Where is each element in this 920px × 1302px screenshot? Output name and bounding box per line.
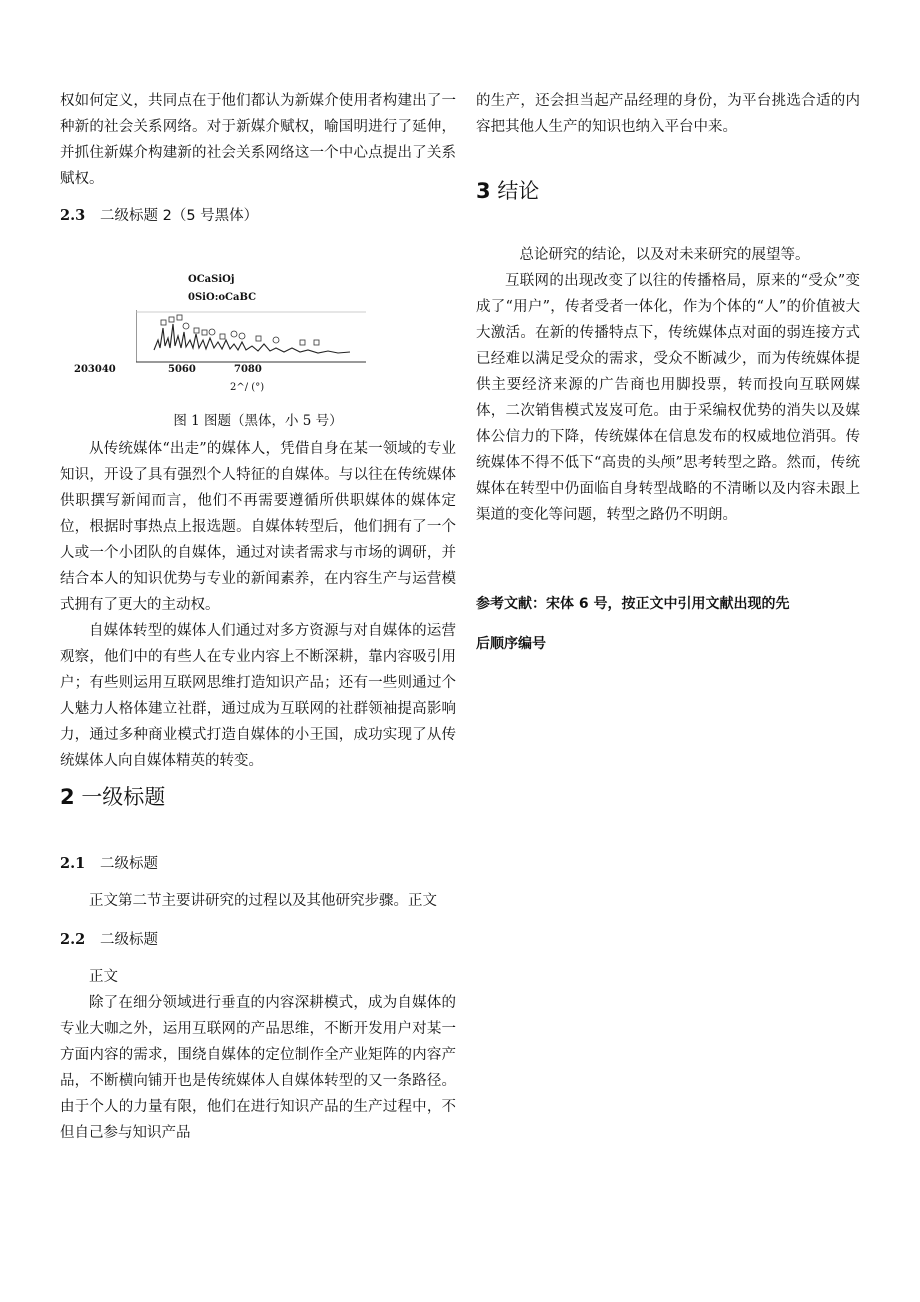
x-tick-left: 203040 [74,364,116,375]
heading-number: 3 [476,179,491,203]
heading-text: 结论 [497,179,540,203]
figure-plot [136,310,366,370]
x-tick-right: 7080 [234,364,262,375]
x-axis-label: 2^/ (°) [230,382,265,393]
x-tick-mid: 5060 [168,364,196,375]
paragraph-left-1: 从传统媒体“出走”的媒体人，凭借自身在某一领域的专业知识，开设了具有强烈个人特征的自媒体。与以往在传统媒体供职撰写新闻而言，他们不再需要遵循所供职媒体的媒体定位，根据时事热点上报选题。自媒体转型后，他们拥有了一个人或一个小团队的自媒体，通过对读者需求与市场的调研，并结合本人的知识优势与专业的新闻素养，在内容生产与运营模式拥有了更大的主动权。 [60,441,456,613]
figure-legend-1: OCaSiOj [188,274,235,285]
figure-caption: 图 1 图题（黑体，小 5 号） [173,413,343,429]
paragraph-2-1: 正文第二节主要讲研究的过程以及其他研究步骤。正文 [89,893,437,909]
heading-text: 一级标题 [81,785,166,809]
heading-text: 二级标题 [100,932,158,948]
paragraph-left-top: 权如何定义，共同点在于他们都认为新媒介使用者构建出了一种新的社会关系网络。对于新媒介赋权，喻国明进行了延伸，并抓住新媒介构建新的社会关系网络这一个中心点提出了关系赋权。 [60,93,456,187]
heading-text: 二级标题 2（5 号黑体） [100,208,259,224]
heading-2-2 [60,928,456,952]
heading-1 [60,782,456,812]
heading-number: 2.2 [60,931,86,948]
heading-number: 2.1 [60,855,86,872]
paragraph-right-1: 总论研究的结论，以及对未来研究的展望等。 [519,247,810,263]
paragraph-right-2: 互联网的出现改变了以往的传播格局，原来的“受众”变成了“用户”，传者受者一体化，作为个体的“人”的价值被大大激活。在新的传播特点下，传统媒体点对面的弱连接方式已经难以满足受众的需求，受众不断减少，而为传统媒体提供主要经济来源的广告商也用脚投票，转而投向互联网媒体，二次销售模式岌岌可危。由于采编权优势的消失以及媒体公信力的下降，传统媒体在信息发布的权威地位消弭。传统媒体不得不低下“高贵的头颅”思考转型之路。然而，传统媒体在转型中仍面临自身转型战略的不清晰以及内容未跟上渠道的变化等问题，转型之路仍不明朗。 [476,273,860,523]
paragraph-2-2b: 除了在细分领域进行垂直的内容深耕模式，成为自媒体的专业大咖之外，运用互联网的产品思维，不断开发用户对某一方面内容的需求，围绕自媒体的定位制作全产业矩阵的内容产品，不断横向铺开也是传统媒体人自媒体转型的又一条路径。由于个人的力量有限，他们在进行知识产品的生产过程中，不但自己参与知识产品 [60,995,456,1141]
left-column [60,88,456,1146]
heading-2-1 [60,852,456,876]
references-note-cont: 后顺序编号 [476,636,546,652]
heading-number: 2 [60,785,75,809]
paragraph-right-top: 的生产，还会担当起产品经理的身份，为平台挑选合适的内容把其他人生产的知识也纳入平台中来。 [476,93,860,135]
right-column [476,88,860,656]
heading-conclusion [476,176,860,206]
paragraph-2-2a: 正文 [89,969,118,985]
heading-text: 二级标题 [100,856,158,872]
figure-xrd [60,240,456,410]
heading-2-3 [60,204,456,228]
references-note: 参考文献：宋体 6 号，按正文中引用文献出现的先 [476,596,790,612]
heading-number: 2.3 [60,207,86,224]
figure-legend-2: 0SiO:oCaBC [188,292,257,303]
paragraph-left-2: 自媒体转型的媒体人们通过对多方资源与对自媒体的运营观察，他们中的有些人在专业内容上不断深耕，靠内容吸引用户；有些则运用互联网思维打造知识产品；还有一些则通过个人魅力人格体建立社群，通过成为互联网的社群领袖提高影响力，通过多种商业模式打造自媒体的小王国，成功实现了从传统媒体人向自媒体精英的转变。 [60,623,456,769]
